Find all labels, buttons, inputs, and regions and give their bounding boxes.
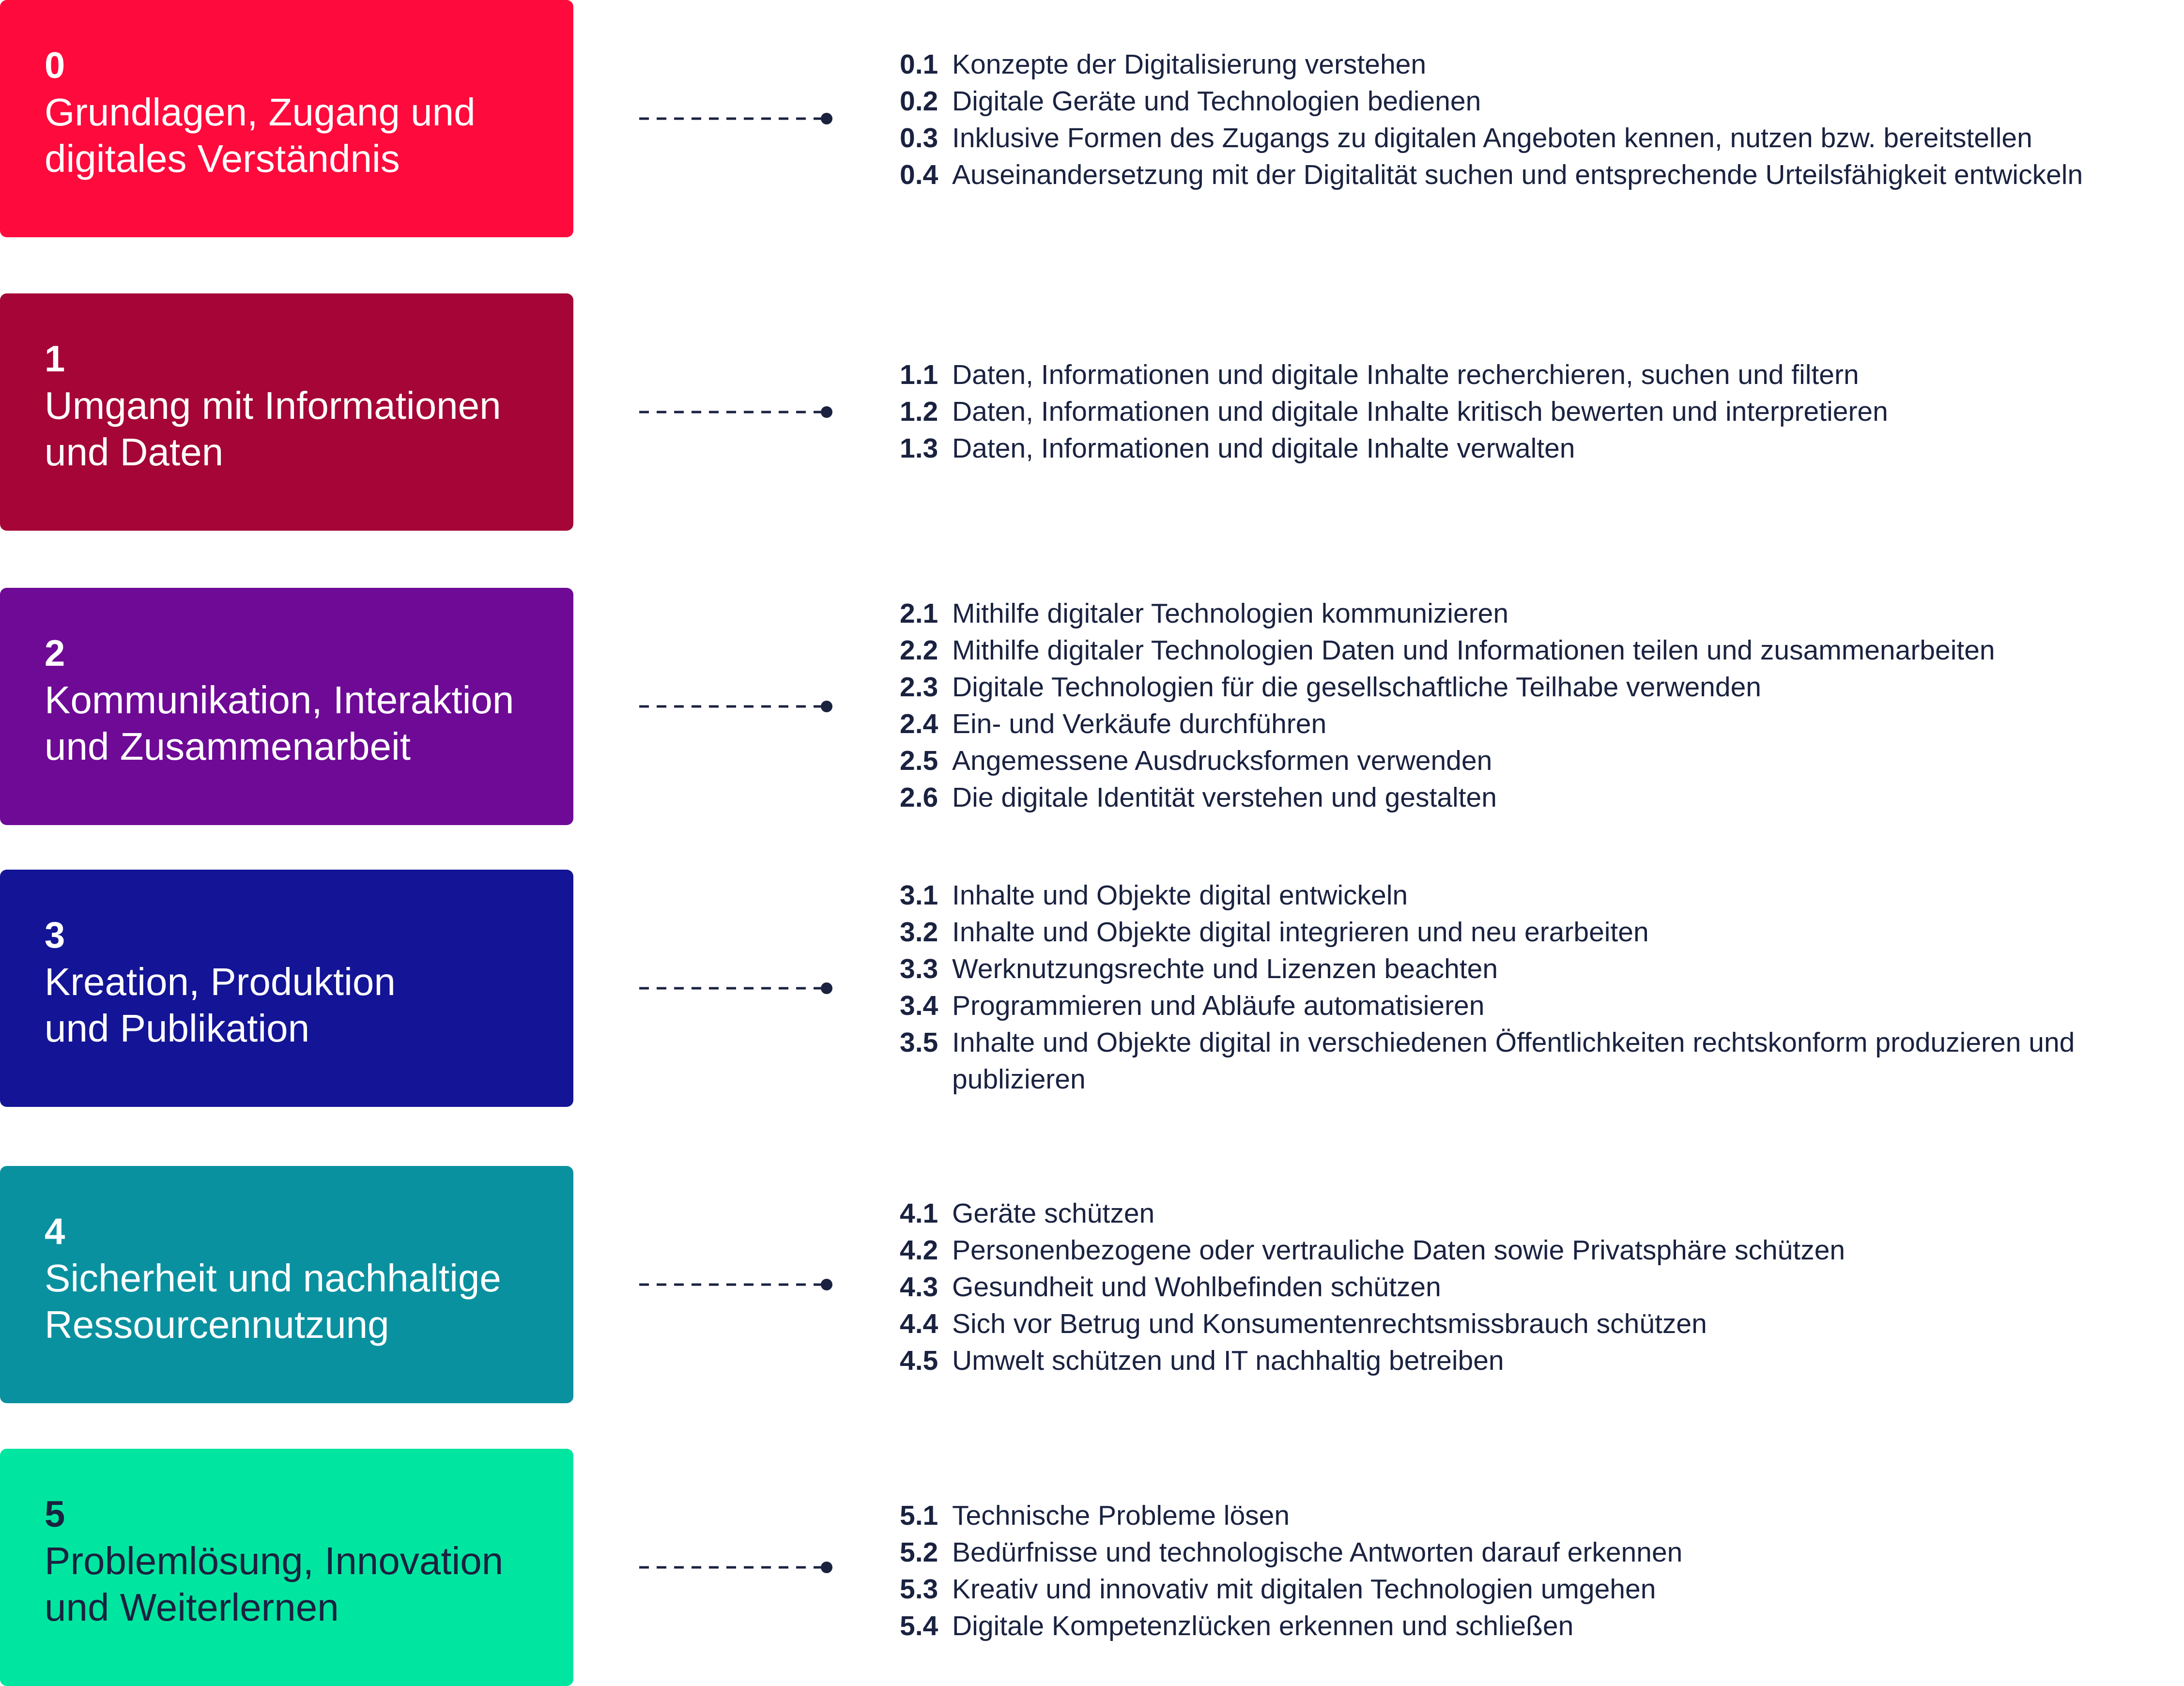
competence-code: 0.2: [900, 86, 938, 117]
competence-item: [900, 742, 2178, 779]
competence-item: [900, 877, 2178, 914]
competence-text: Angemessene Ausdrucksformen verwenden: [952, 745, 1492, 776]
competence-item: [900, 1305, 2178, 1342]
competence-item: [900, 987, 2178, 1024]
area-number: 4: [45, 1211, 65, 1252]
competence-text: Inhalte und Objekte digital integrieren und neu erarbeiten: [952, 917, 1649, 948]
competence-text: Inklusive Formen des Zugangs zu digitalen Angeboten kennen, nutzen bzw. bereitstellen: [952, 123, 2032, 153]
competence-code: 2.1: [900, 598, 938, 629]
competence-code: 3.4: [900, 990, 938, 1021]
competence-item: [900, 632, 2178, 669]
area-number: 2: [45, 633, 65, 674]
connector-dot: [821, 1279, 832, 1290]
area-number: 0: [45, 45, 65, 86]
competence-list: [900, 356, 2178, 467]
competence-item: [900, 595, 2178, 632]
competence-code: 3.3: [900, 953, 938, 984]
competence-text: Inhalte und Objekte digital in verschiedenen Öffentlichkeiten rechtskonform produzieren und publizieren: [952, 1027, 2075, 1095]
competence-code: 3.2: [900, 917, 938, 948]
competence-code: 0.3: [900, 123, 938, 153]
competence-text: Inhalte und Objekte digital entwickeln: [952, 880, 1408, 911]
competence-item: [900, 1342, 2178, 1379]
competence-text: Die digitale Identität verstehen und gestalten: [952, 782, 1497, 813]
competence-code: 5.4: [900, 1610, 938, 1641]
dashed-connector: [639, 699, 833, 714]
area-title: Sicherheit und nachhaltige Ressourcennutzung: [45, 1257, 501, 1346]
competence-code: 5.3: [900, 1574, 938, 1605]
competence-text: Konzepte der Digitalisierung verstehen: [952, 49, 1427, 80]
competence-item: [900, 1608, 2178, 1644]
competence-code: 4.2: [900, 1235, 938, 1266]
area-box: [0, 0, 573, 237]
competence-code: 3.5: [900, 1027, 938, 1058]
competence-code: 3.1: [900, 880, 938, 911]
connector-dot: [821, 113, 832, 124]
connector-dot: [821, 1562, 832, 1573]
competence-list: [900, 877, 2178, 1098]
area-title: Grundlagen, Zugang und digitales Verständnis: [45, 91, 476, 180]
competence-code: 1.2: [900, 396, 938, 427]
competence-item: [900, 356, 2178, 393]
area-box: [0, 293, 573, 531]
competence-code: 4.1: [900, 1198, 938, 1229]
competence-item: [900, 1534, 2178, 1571]
dashed-connector: [639, 1277, 833, 1292]
competence-list: [900, 1195, 2178, 1379]
competence-code: 0.1: [900, 49, 938, 80]
competence-text: Digitale Kompetenzlücken erkennen und schließen: [952, 1610, 1574, 1641]
competence-item: [900, 393, 2178, 430]
competence-text: Mithilfe digitaler Technologien Daten und Informationen teilen und zusammenarbeiten: [952, 635, 1995, 666]
competence-item: [900, 1024, 2178, 1098]
area-number: 1: [45, 338, 65, 380]
competence-code: 4.4: [900, 1308, 938, 1339]
dashed-connector: [639, 981, 833, 996]
competence-text: Bedürfnisse und technologische Antworten darauf erkennen: [952, 1537, 1683, 1568]
competence-item: [900, 1497, 2178, 1534]
competence-text: Werknutzungsrechte und Lizenzen beachten: [952, 953, 1498, 984]
competence-list: [900, 1497, 2178, 1644]
competence-text: Ein- und Verkäufe durchführen: [952, 708, 1327, 739]
connector-dot: [821, 406, 832, 418]
competence-item: [900, 705, 2178, 742]
competence-text: Geräte schützen: [952, 1198, 1155, 1229]
area-title: Kreation, Produktion und Publikation: [45, 960, 396, 1050]
competence-text: Digitale Technologien für die gesellschaftliche Teilhabe verwenden: [952, 672, 1761, 703]
competence-text: Technische Probleme lösen: [952, 1500, 1290, 1531]
connector-dot: [821, 701, 832, 712]
competence-item: [900, 1571, 2178, 1608]
competence-list: [900, 46, 2178, 193]
area-title: Umgang mit Informationen und Daten: [45, 384, 501, 474]
competence-text: Gesundheit und Wohlbefinden schützen: [952, 1272, 1441, 1303]
competence-code: 4.3: [900, 1272, 938, 1303]
area-box: [0, 588, 573, 825]
competence-code: 1.1: [900, 359, 938, 390]
competence-item: [900, 430, 2178, 467]
competence-text: Daten, Informationen und digitale Inhalte kritisch bewerten und interpretieren: [952, 396, 1888, 427]
competence-text: Mithilfe digitaler Technologien kommunizieren: [952, 598, 1509, 629]
competence-item: [900, 1269, 2178, 1305]
competence-item: [900, 1232, 2178, 1269]
area-title: Problemlösung, Innovation und Weiterlernen: [45, 1539, 504, 1629]
competence-item: [900, 83, 2178, 120]
competence-item: [900, 914, 2178, 950]
area-box: [0, 1166, 573, 1403]
competence-item: [900, 779, 2178, 816]
competence-text: Daten, Informationen und digitale Inhalte recherchieren, suchen und filtern: [952, 359, 1859, 390]
competence-code: 5.1: [900, 1500, 938, 1531]
competence-item: [900, 950, 2178, 987]
competence-text: Personenbezogene oder vertrauliche Daten sowie Privatsphäre schützen: [952, 1235, 1846, 1266]
dashed-connector: [639, 1560, 833, 1575]
competence-list: [900, 595, 2178, 816]
competence-code: 2.4: [900, 708, 938, 739]
competence-code: 5.2: [900, 1537, 938, 1568]
competence-item: [900, 156, 2178, 193]
area-number: 5: [45, 1494, 65, 1535]
dashed-connector: [639, 405, 833, 419]
connector-dot: [821, 982, 832, 994]
competence-item: [900, 1195, 2178, 1232]
competence-code: 0.4: [900, 159, 938, 190]
area-number: 3: [45, 915, 65, 956]
competence-code: 2.6: [900, 782, 938, 813]
competence-text: Auseinandersetzung mit der Digitalität suchen und entsprechende Urteilsfähigkeit entwickeln: [952, 159, 2083, 190]
competence-code: 2.2: [900, 635, 938, 666]
competence-text: Kreativ und innovativ mit digitalen Technologien umgehen: [952, 1574, 1656, 1605]
area-box: [0, 1449, 573, 1686]
competence-item: [900, 120, 2178, 156]
competence-code: 4.5: [900, 1345, 938, 1376]
dashed-connector: [639, 111, 833, 126]
competence-text: Umwelt schützen und IT nachhaltig betreiben: [952, 1345, 1504, 1376]
competence-text: Digitale Geräte und Technologien bedienen: [952, 86, 1481, 117]
area-title: Kommunikation, Interaktion und Zusammenarbeit: [45, 678, 514, 768]
competence-item: [900, 46, 2178, 83]
competence-code: 1.3: [900, 433, 938, 464]
area-box: [0, 870, 573, 1107]
competence-text: Sich vor Betrug und Konsumentenrechtsmissbrauch schützen: [952, 1308, 1707, 1339]
competence-code: 2.3: [900, 672, 938, 703]
competence-text: Daten, Informationen und digitale Inhalte verwalten: [952, 433, 1575, 464]
competence-text: Programmieren und Abläufe automatisieren: [952, 990, 1485, 1021]
competence-item: [900, 669, 2178, 705]
competence-code: 2.5: [900, 745, 938, 776]
